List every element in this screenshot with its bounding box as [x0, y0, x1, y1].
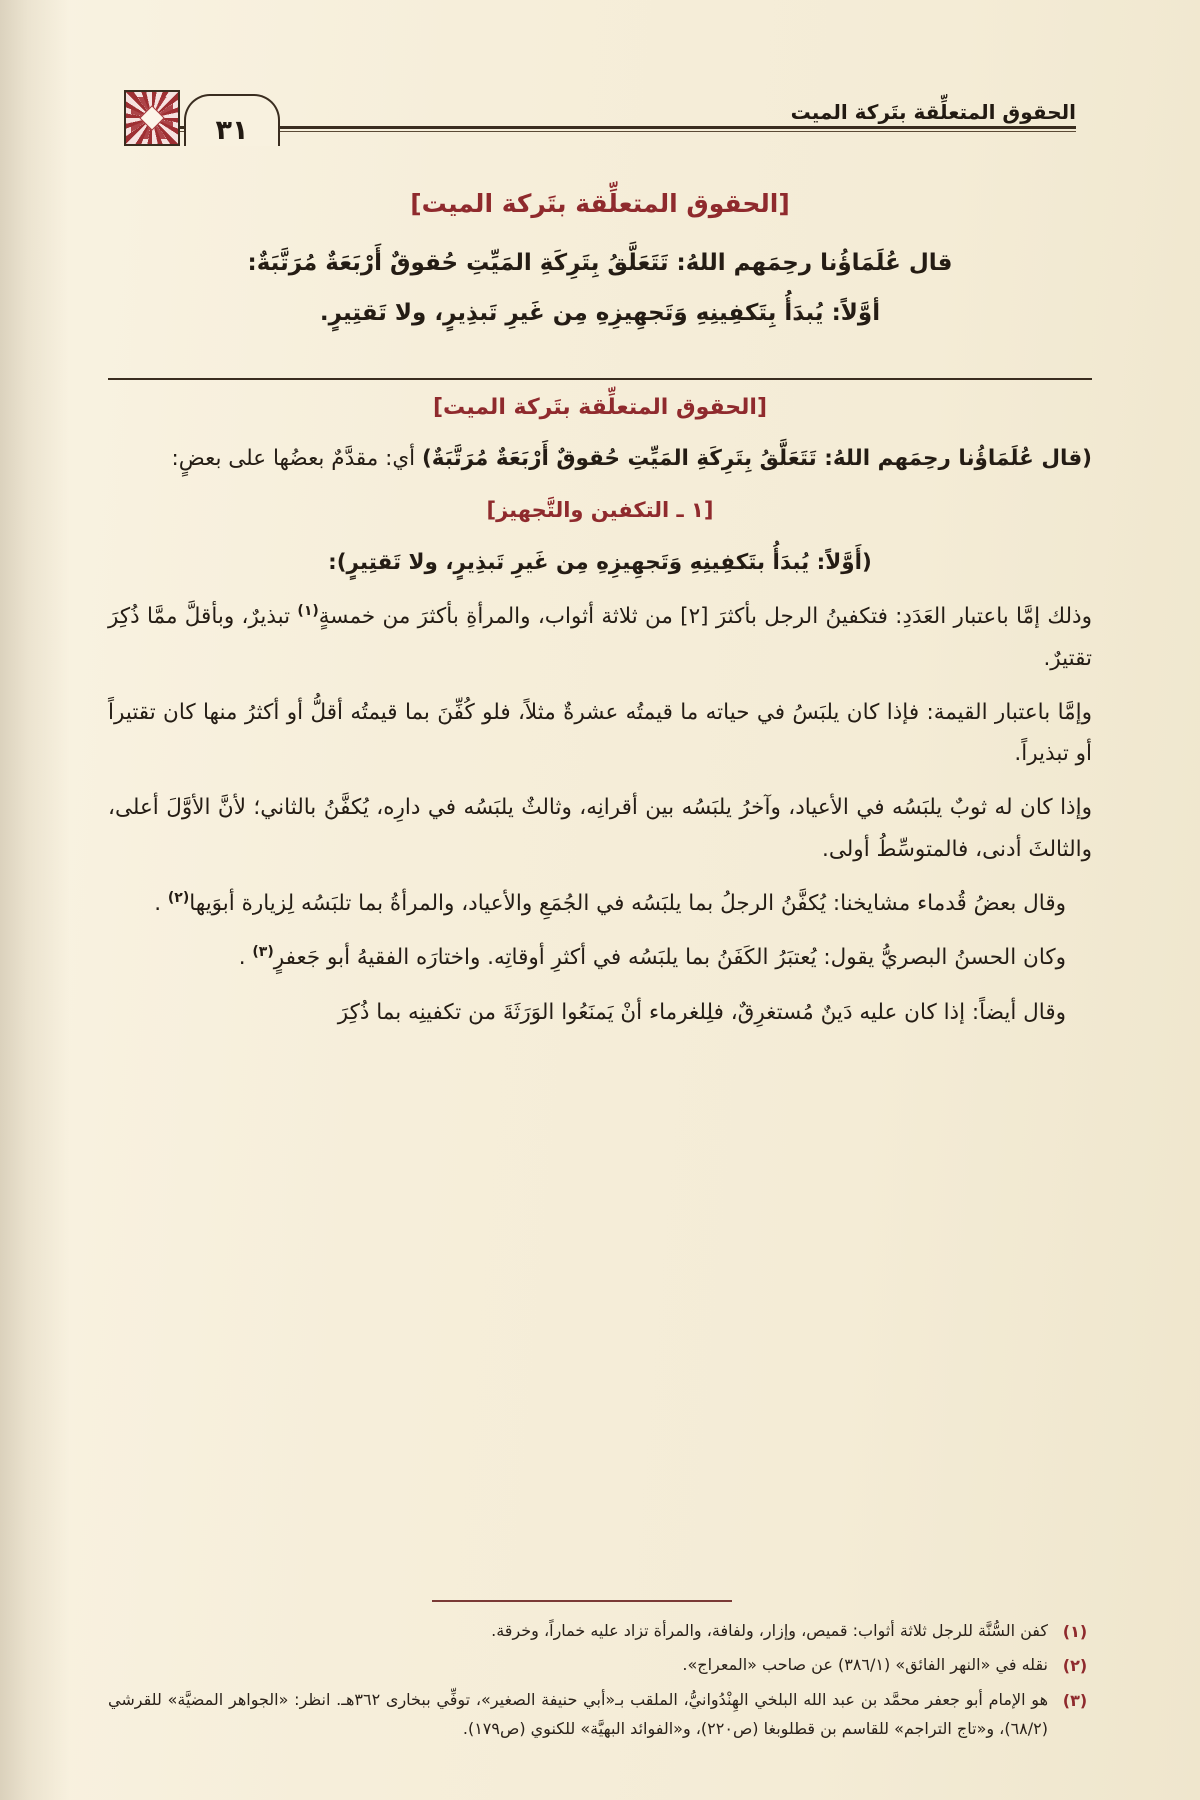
- commentary-paragraph-5: [108, 787, 1092, 870]
- commentary-text-4: وإمَّا باعتبار القيمة: فإذا كان يلبَسُ في حياته ما قيمتُه عشرةٌ مثلاً، فلو كُفِّنَ بما قيمتُه أقلُّ أو أكثرُ منها كان تقتيراً أو تبذيراً.: [108, 699, 1092, 767]
- commentary-text-6-tail: .: [154, 891, 168, 916]
- footnote-marker-2: (٢): [1062, 1656, 1088, 1676]
- commentary-paragraph-2: [108, 542, 1092, 583]
- commentary-text-7: وكان الحسنُ البصريُّ يقول: يُعتبَرُ الكَفَنُ بما يلبَسُه في أكثرِ أوقاتِه. واختارَه الفقيهُ أبو جَعفرٍ: [273, 945, 1066, 971]
- footnote-marker-1: (١): [1062, 1621, 1088, 1641]
- page-number-cartouche: [184, 94, 280, 146]
- matn-line-2: أوَّلاً: يُبدَأُ بِتَكفِينِهِ وَتَجهِيزِهِ مِن غَيرِ تَبذِيرٍ، ولا تَقتِيرٍ.: [319, 300, 881, 326]
- folio-group: [124, 88, 280, 146]
- commentary-paragraph-3: [108, 596, 1092, 679]
- footnote-ref-2[interactable]: (٢): [167, 889, 190, 906]
- commentary-paragraph-8: [108, 992, 1092, 1033]
- footnote-area: [108, 1600, 1092, 1748]
- footnote-ref-1[interactable]: (١): [297, 603, 319, 620]
- page-header: [124, 78, 1076, 146]
- page-number: ٣١: [215, 115, 249, 146]
- matn-line-1: قال عُلَمَاؤُنا رحِمَهم اللهُ: تَتَعَلَّقُ بِتَرِكَةِ المَيِّتِ حُقوقٌ أَرْبَعَةٌ مُرَتَّبَةٌ:: [247, 250, 953, 276]
- commentary-paragraph-7: [108, 937, 1092, 978]
- page-edge-shadow: [0, 0, 70, 1800]
- commentary-paragraph-6: [108, 883, 1092, 924]
- commentary-text-3: وذلك إمَّا باعتبار العَدَدِ: فتكفينُ الرجل بأكثرَ [٢] من ثلاثة أثواب، والمرأةِ بأكثرَ من خمسةٍ: [318, 604, 1093, 630]
- commentary-paragraph-1: [108, 438, 1092, 479]
- quoted-matn-1: (قال عُلَمَاؤُنا رحِمَهم اللهُ: تَتَعَلَّقُ بِتَرِكَةِ المَيِّتِ حُقوقٌ أَرْبَعَةٌ مُرَتَّبَةٌ): [421, 446, 1092, 472]
- commentary-text-5: وإذا كان له ثوبٌ يلبَسُه في الأعياد، وآخرُ يلبَسُه بين أقرانِه، وثالثٌ يلبَسُه في دارِه، يُكفَّنُ بالثاني؛ لأنَّ الأوَّلَ أعلى، والثالثَ أدنى، فالمتوسِّطُ أولى.: [108, 795, 1092, 862]
- footnote-marker-3: (٣): [1062, 1690, 1088, 1710]
- running-header-title: الحقوق المتعلِّقة بتَركة الميت: [790, 100, 1076, 124]
- footnote-item: [108, 1685, 1092, 1744]
- section-heading-takfin: [١ ـ التكفين والتَّجهيز]: [486, 498, 714, 523]
- quoted-matn-2: (أَوَّلاً: يُبدَأُ بتَكفِينِهِ وَتَجهِيزِهِ مِن غَيرِ تَبذِيرٍ، ولا تَقتِيرٍ):: [328, 550, 872, 576]
- footnote-ref-3[interactable]: (٣): [252, 944, 274, 961]
- geometric-star-ornament-icon: [124, 90, 180, 146]
- footnote-text-2: نقله في «النهر الفائق» (٣٨٦/١) عن صاحب «المعراج».: [682, 1655, 1048, 1675]
- commentary-title: [الحقوق المتعلِّقة بتَركة الميت]: [432, 395, 768, 420]
- commentary-block: [108, 390, 1092, 1033]
- commentary-text-8: وقال أيضاً: إذا كان عليه دَينٌ مُستغرِقٌ، فلِلغرماء أنْ يَمنَعُوا الوَرَثَةَ من تكفينِه بما ذُكِرَ: [337, 999, 1066, 1025]
- commentary-text-7-tail: .: [238, 945, 253, 971]
- commentary-text-6: وقال بعضُ قُدماء مشايخنا: يُكفَّنُ الرجلُ بما يلبَسُه في الجُمَعِ والأعياد، والمرأةُ بما تلبَسُه لِزيارة أبوَيها: [189, 891, 1066, 916]
- commentary-paragraph-4: [108, 692, 1092, 775]
- matn-commentary-divider: [108, 378, 1092, 380]
- footnote-item: [108, 1616, 1092, 1647]
- page-content: [108, 160, 1092, 1760]
- commentary-gloss-1: أي: مقدَّمٌ بعضُها على بعضٍ:: [171, 446, 422, 472]
- footnote-item: [108, 1650, 1092, 1681]
- footnote-separator-rule: [432, 1600, 732, 1602]
- commentary-text-3-tail: تبذيرٌ، وبأقلَّ ممَّا ذُكِرَ تقتيرٌ.: [108, 604, 1092, 671]
- footnote-text-1: كفن السُّنَّة للرجل ثلاثة أثواب: قميص، وإزار، ولفافة، والمرأة تزاد عليه خماراً، وخرقة.: [491, 1620, 1048, 1640]
- matn-block: [108, 160, 1092, 356]
- footnote-text-3: هو الإمام أبو جعفر محمَّد بن عبد الله البلخي الهِنْدُوانيُّ، الملقب بـ«أبي حنيفة الصغير»، توفِّي ببخارى ٣٦٢هـ. انظر: «الجواهر المضيَّة» للقرشي (٦٨/٢)، و«تاج التراجم» للقاسم بن قطلوبغا (ص٢٢٠)، و«الفوائد البهيَّة» للكنوي (ص١٧٩).: [108, 1689, 1048, 1739]
- matn-title: [الحقوق المتعلِّقة بتَركة الميت]: [410, 189, 790, 218]
